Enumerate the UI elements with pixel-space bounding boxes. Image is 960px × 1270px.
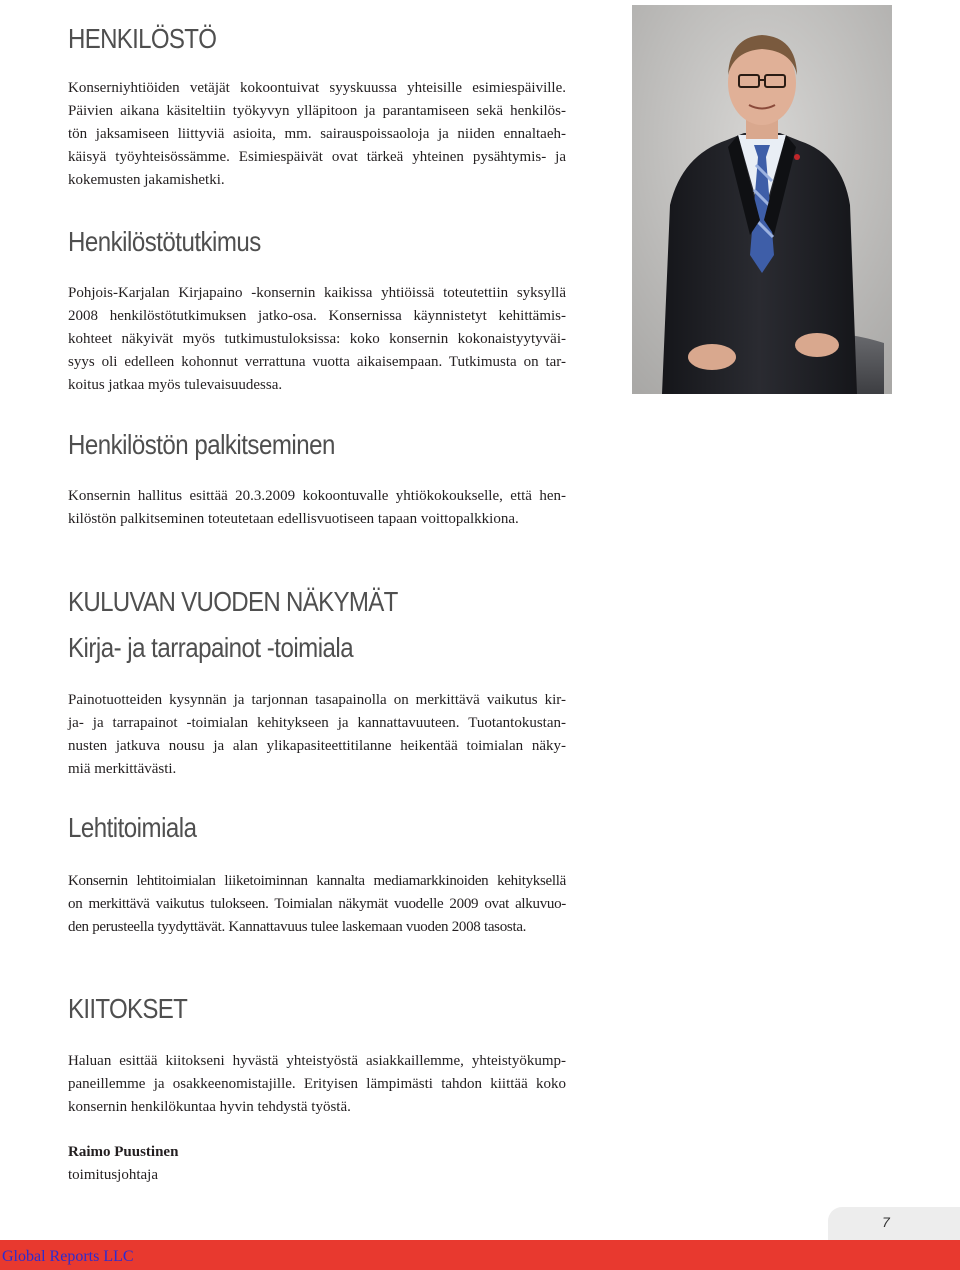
text-line: 2008 henkilöstötutkimuksen jatko-osa. Konsernissa käynnistetyt kehittämis- xyxy=(68,308,566,324)
signature-title: toimitusjohtaja xyxy=(68,1167,158,1183)
section-title-henkilosto: HENKILÖSTÖ xyxy=(68,23,217,54)
paragraph-lehtitoimiala xyxy=(68,870,566,939)
paragraph-henkilosto xyxy=(68,77,566,192)
text-line: kokemusten jakamishetki. xyxy=(68,172,225,188)
text-line: on merkittävä vaikutus tulokseen. Toimialan näkymät vuodelle 2009 ovat alkuvuo- xyxy=(68,896,566,912)
text-line: käisyä työyhteisössämme. Esimiespäivät ovat tärkeä yhteinen pysähtymis- ja xyxy=(68,149,566,165)
section-title-palkitseminen: Henkilöstön palkitseminen xyxy=(68,429,335,460)
text-line: tön jaksamiseen liittyviä asioita, mm. sairauspoissaoloja ja niiden ennaltaeh- xyxy=(68,126,566,142)
section-title-tutkimus: Henkilöstötutkimus xyxy=(68,226,261,257)
text-line: kilöstön palkitseminen toteutetaan edellisvuotiseen tapaan voittopalkkiona. xyxy=(68,511,519,527)
footer-bar xyxy=(0,1240,960,1270)
paragraph-kiitokset xyxy=(68,1050,566,1119)
text-line: koitus jatkaa myös tulevaisuudessa. xyxy=(68,377,283,393)
text-line: Päivien aikana käsiteltiin työkyvyn ylläpitoon ja parantamiseen sekä henkilös- xyxy=(68,103,566,119)
section-title-nakymat: KULUVAN VUODEN NÄKYMÄT xyxy=(68,586,398,617)
section-subtitle-kirjapainot: Kirja- ja tarrapainot -toimiala xyxy=(68,632,354,663)
text-line: kohteet näkyivät myös tutkimustuloksissa: koko konsernin kokonaistyytyväi- xyxy=(68,331,566,347)
publisher-link[interactable]: Global Reports LLC xyxy=(2,1248,134,1265)
text-line: ja- ja tarrapainot -toimialan kehitykseen ja kannattavuuteen. Tuotantokustan- xyxy=(68,715,566,731)
page-number: 7 xyxy=(882,1214,890,1230)
paragraph-tutkimus xyxy=(68,282,566,397)
text-line: syys oli edelleen kohonnut verrattuna vuotta aikaisempaan. Tutkimusta on tar- xyxy=(68,354,566,370)
page-number-tab xyxy=(828,1207,960,1240)
paragraph-palkitseminen xyxy=(68,485,566,531)
section-title-kiitokset: KIITOKSET xyxy=(68,993,188,1024)
signature-name: Raimo Puustinen xyxy=(68,1144,179,1160)
text-line: Haluan esittää kiitokseni hyvästä yhteistyöstä asiakkaillemme, yhteistyökump- xyxy=(68,1053,566,1069)
paragraph-nakymat xyxy=(68,689,566,781)
portrait-photo xyxy=(632,5,892,394)
section-title-lehtitoimiala: Lehtitoimiala xyxy=(68,812,197,843)
text-line: Konsernin hallitus esittää 20.3.2009 kokoontuvalle yhtiökokoukselle, että hen- xyxy=(68,488,566,504)
text-line: Painotuotteiden kysynnän ja tarjonnan tasapainolla on merkittävä vaikutus kir- xyxy=(68,692,566,708)
text-line: konsernin henkilökuntaa hyvin tehdystä työstä. xyxy=(68,1099,351,1115)
text-line: paneillemme ja osakkeenomistajille. Erityisen lämpimästi tahdon kiittää koko xyxy=(68,1076,566,1092)
text-line: den perusteella tyydyttävät. Kannattavuus tulee laskemaan vuoden 2008 tasosta. xyxy=(68,919,527,935)
text-line: miä merkittävästi. xyxy=(68,761,177,777)
text-line: Pohjois-Karjalan Kirjapaino -konsernin kaikissa yhtiöissä toteutettiin syksyllä xyxy=(68,285,566,301)
text-line: Konserniyhtiöiden vetäjät kokoontuivat syyskuussa yhteisille esimiespäiville. xyxy=(68,80,566,96)
text-line: Konsernin lehtitoimialan liiketoiminnan kannalta mediamarkkinoiden kehityksellä xyxy=(68,873,566,889)
text-line: nusten jatkuva nousu ja alan ylikapasiteettitilanne heikentää toimialan näky- xyxy=(68,738,566,754)
